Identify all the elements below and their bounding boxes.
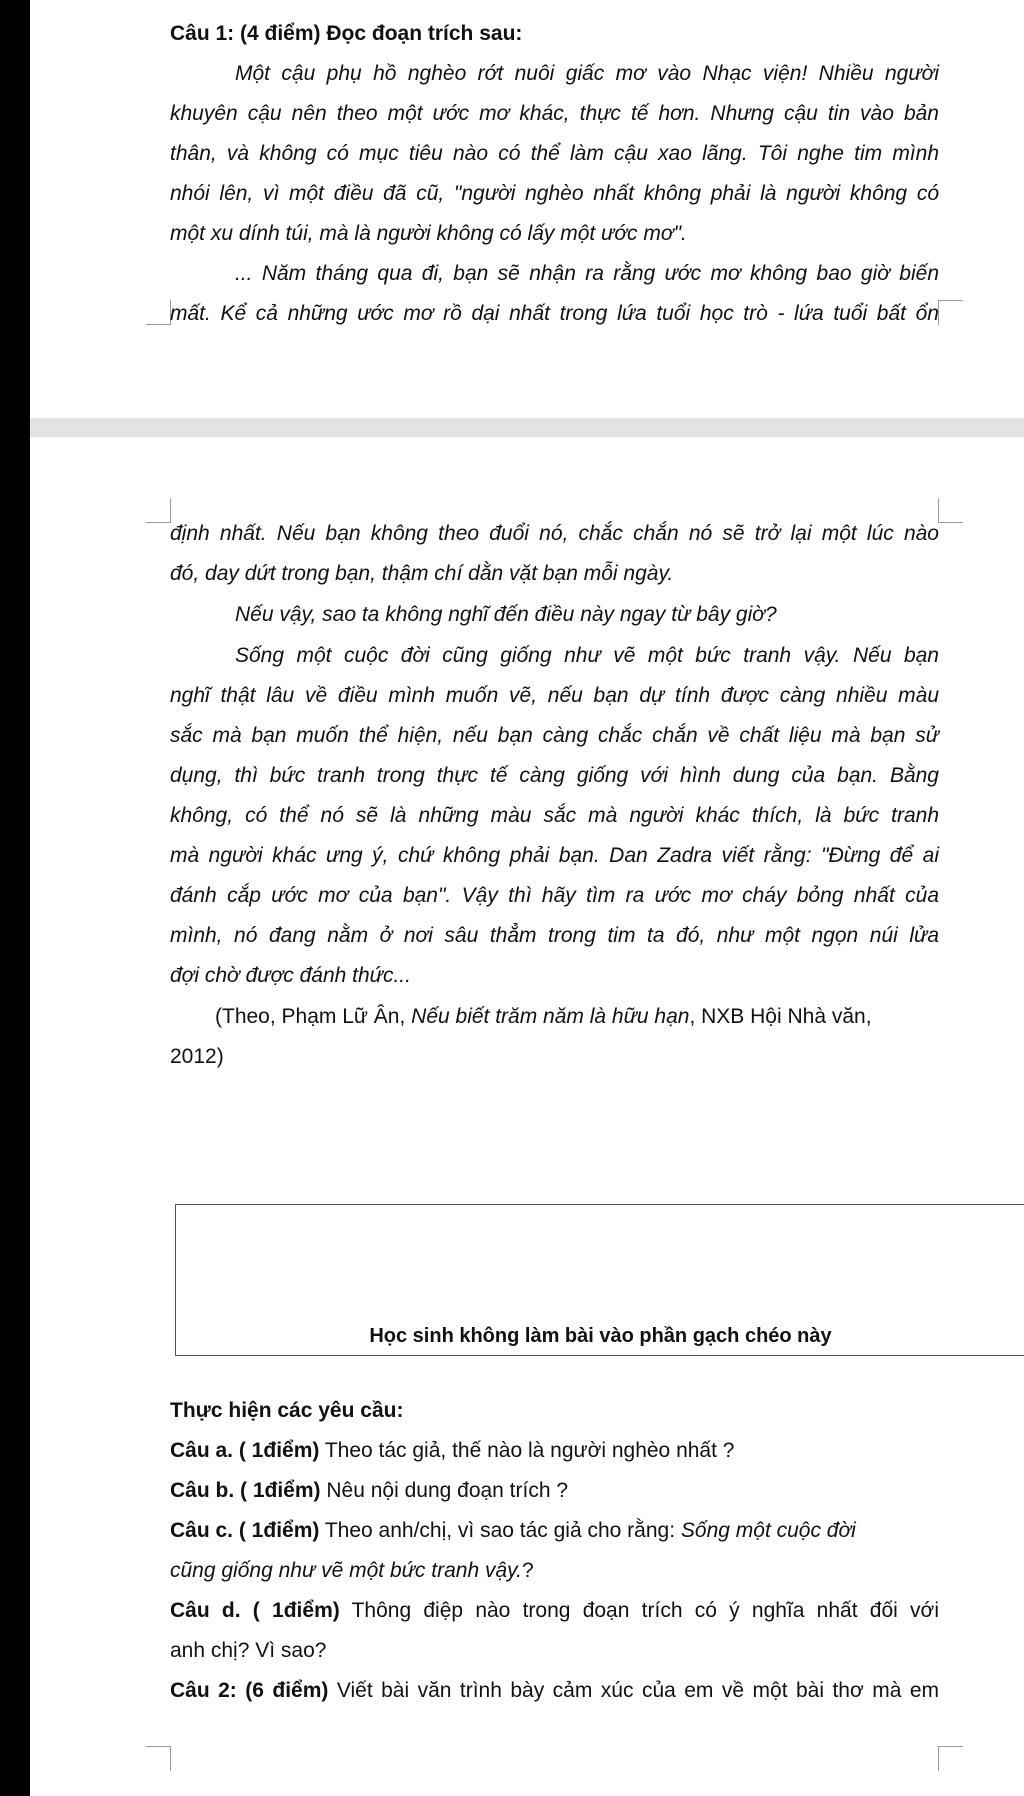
- question-b: [170, 1477, 568, 1505]
- citation-title: Nếu biết trăm năm là hữu hạn: [411, 1005, 690, 1028]
- question-c: [170, 1517, 856, 1545]
- page-separator: [30, 418, 1024, 437]
- citation-open: (Theo, Phạm Lữ Ân,: [215, 1005, 412, 1028]
- margin-corner-marker: [938, 498, 963, 523]
- question-c-text: Theo anh/chị, vì sao tác giả cho rằng:: [319, 1519, 681, 1542]
- question-2-label: Câu 2: (6 điểm): [170, 1679, 329, 1702]
- question-a-text: Theo tác giả, thế nào là người nghèo nhất ?: [319, 1439, 735, 1462]
- passage-line: mình, nó đang nằm ở nơi sâu thẳm trong tim ta đó, như một ngọn núi lửa: [170, 924, 939, 947]
- passage-line: đợi chờ được đánh thức...: [170, 964, 411, 987]
- passage-line: mà người khác ưng ý, chứ không phải bạn. Dan Zadra viết rằng: "Đừng để ai: [170, 844, 939, 867]
- margin-corner-marker: [146, 300, 171, 325]
- margin-corner-marker: [146, 1746, 171, 1771]
- question-a-label: Câu a. ( 1điểm): [170, 1439, 320, 1462]
- question-d: [170, 1597, 939, 1625]
- question-2: [170, 1677, 939, 1705]
- passage-line: định nhất. Nếu bạn không theo đuổi nó, chắc chắn nó sẽ trở lại một lúc nào: [170, 522, 939, 545]
- question-a: [170, 1437, 734, 1465]
- question-b-label: Câu b. ( 1điểm): [170, 1479, 321, 1502]
- passage-line: nghĩ thật lâu về điều mình muốn vẽ, nếu bạn dự tính được càng nhiều màu: [170, 684, 939, 707]
- passage-line: khuyên cậu nên theo một ước mơ khác, thực tế hơn. Nhưng cậu tin vào bản: [170, 102, 939, 125]
- margin-corner-marker: [938, 1746, 963, 1771]
- question-c-quote: Sống một cuộc đời: [680, 1519, 856, 1542]
- passage-line: ... Năm tháng qua đi, bạn sẽ nhận ra rằng ước mơ không bao giờ biến: [235, 262, 939, 285]
- question-d-text: Thông điệp nào trong đoạn trích có ý nghĩa nhất đối với: [339, 1599, 939, 1622]
- citation-line: [215, 1003, 872, 1031]
- document-page-2: [30, 437, 1024, 1796]
- question-c-label: Câu c. ( 1điểm): [170, 1519, 320, 1542]
- question-d-continued: anh chị? Vì sao?: [170, 1639, 327, 1662]
- margin-corner-marker: [146, 498, 171, 523]
- passage-line: Một cậu phụ hồ nghèo rớt nuôi giấc mơ vào Nhạc viện! Nhiều người: [235, 62, 939, 85]
- hatch-notice: Học sinh không làm bài vào phần gạch chéo này: [369, 1325, 832, 1347]
- hatched-no-write-area: [175, 1204, 1024, 1356]
- passage-line: sắc mà bạn muốn thể hiện, nếu bạn càng chắc chắn về chất liệu mà bạn sử: [170, 724, 939, 747]
- question-b-text: Nêu nội dung đoạn trích ?: [320, 1479, 569, 1502]
- citation-year: 2012): [170, 1045, 224, 1068]
- citation-rest: , NXB Hội Nhà văn,: [689, 1005, 872, 1028]
- passage-line: dụng, thì bức tranh trong thực tế càng giống với hình dung của bạn. Bằng: [170, 764, 939, 787]
- requirements-heading: Thực hiện các yêu cầu:: [170, 1399, 404, 1422]
- passage-line: Sống một cuộc đời cũng giống như vẽ một bức tranh vậy. Nếu bạn: [235, 644, 939, 667]
- passage-line: một xu dính túi, mà là người không có lấy một ước mơ".: [170, 222, 687, 245]
- passage-line: đó, day dứt trong bạn, thậm chí dằn vặt bạn mỗi ngày.: [170, 562, 674, 585]
- question-c-continued: [170, 1557, 534, 1585]
- passage-line: nhói lên, vì một điều đã cũ, "người nghèo nhất không phải là người không có: [170, 182, 939, 205]
- passage-line: đánh cắp ước mơ của bạn". Vậy thì hãy tìm ra ước mơ cháy bỏng nhất của: [170, 884, 939, 907]
- question-1-heading: Câu 1: (4 điểm) Đọc đoạn trích sau:: [170, 22, 523, 45]
- passage-line: thân, và không có mục tiêu nào có thể làm cậu xao lãng. Tôi nghe tim mình: [170, 142, 939, 165]
- margin-corner-marker: [938, 300, 963, 325]
- question-2-text: Viết bài văn trình bày cảm xúc của em về một bài thơ mà em: [328, 1679, 939, 1702]
- passage-line: không, có thể nó sẽ là những màu sắc mà người khác thích, là bức tranh: [170, 804, 939, 827]
- question-d-label: Câu d. ( 1điểm): [170, 1599, 340, 1622]
- question-c-end: ?: [521, 1559, 534, 1582]
- passage-line: mất. Kể cả những ước mơ rồ dại nhất trong lứa tuổi học trò - lứa tuổi bất ổn: [170, 302, 939, 325]
- question-c-quote-cont: cũng giống như vẽ một bức tranh vậy.: [170, 1559, 522, 1582]
- passage-line: Nếu vậy, sao ta không nghĩ đến điều này ngay từ bây giờ?: [235, 603, 777, 626]
